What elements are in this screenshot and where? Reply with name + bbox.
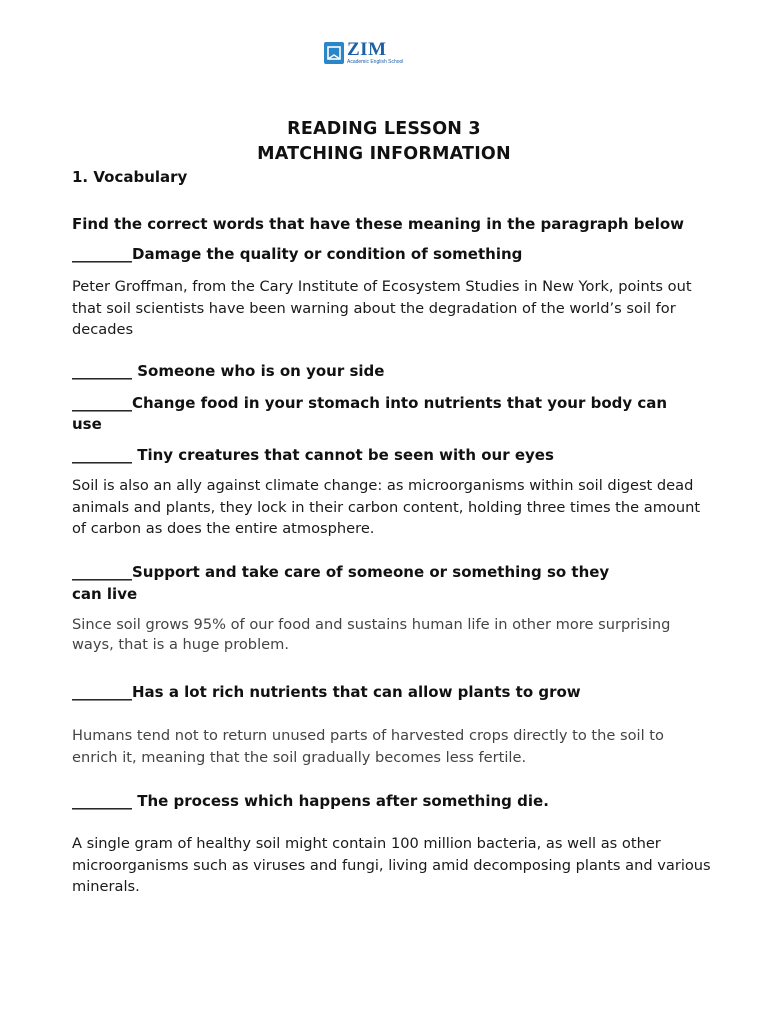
vocab-item: ________Support and take care of someone or something so they	[72, 563, 610, 581]
lesson-subtitle: MATCHING INFORMATION	[257, 144, 511, 164]
paragraph: Peter Groffman, from the Cary Institute of Ecosystem Studies in New York, points out that soil scientists have been warning about the degradation of the world’s soil for decades	[72, 278, 692, 338]
vocab-item-continued: can live	[72, 585, 138, 603]
paragraph: Soil is also an ally against climate change: as microorganisms within soil digest dead animals and plants, they lock in their carbon content, holding three times the amount of carbon as does the entire atmosphere.	[72, 477, 701, 537]
paragraph: Humans tend not to return unused parts of harvested crops directly to the soil to enrich it, meaning that the soil gradually becomes less fertile.	[72, 727, 664, 766]
zim-logo	[324, 40, 403, 65]
book-icon	[324, 42, 344, 64]
vocab-item: ________ Someone who is on your side	[72, 362, 385, 380]
vocab-item: ________Damage the quality or condition of something	[72, 245, 523, 263]
vocab-item: ________ Tiny creatures that cannot be seen with our eyes	[72, 446, 554, 464]
paragraph: A single gram of healthy soil might contain 100 million bacteria, as well as other microorganisms such as viruses and fungi, living amid decomposing plants and various minerals.	[72, 835, 711, 895]
section-heading: 1. Vocabulary	[72, 168, 188, 186]
lesson-title: READING LESSON 3	[287, 119, 481, 139]
instruction: Find the correct words that have these meaning in the paragraph below	[72, 215, 685, 233]
vocab-item: ________ The process which happens after something die.	[72, 792, 549, 810]
vocab-item: ________Has a lot rich nutrients that can allow plants to grow	[72, 683, 581, 701]
paragraph: Since soil grows 95% of our food and sustains human life in other more surprising ways, that is a huge problem.	[72, 616, 671, 653]
logo-name: ZIM	[347, 39, 387, 60]
vocab-item: ________Change food in your stomach into nutrients that your body can use	[72, 394, 668, 433]
logo-tagline: Academic English School	[347, 59, 404, 65]
